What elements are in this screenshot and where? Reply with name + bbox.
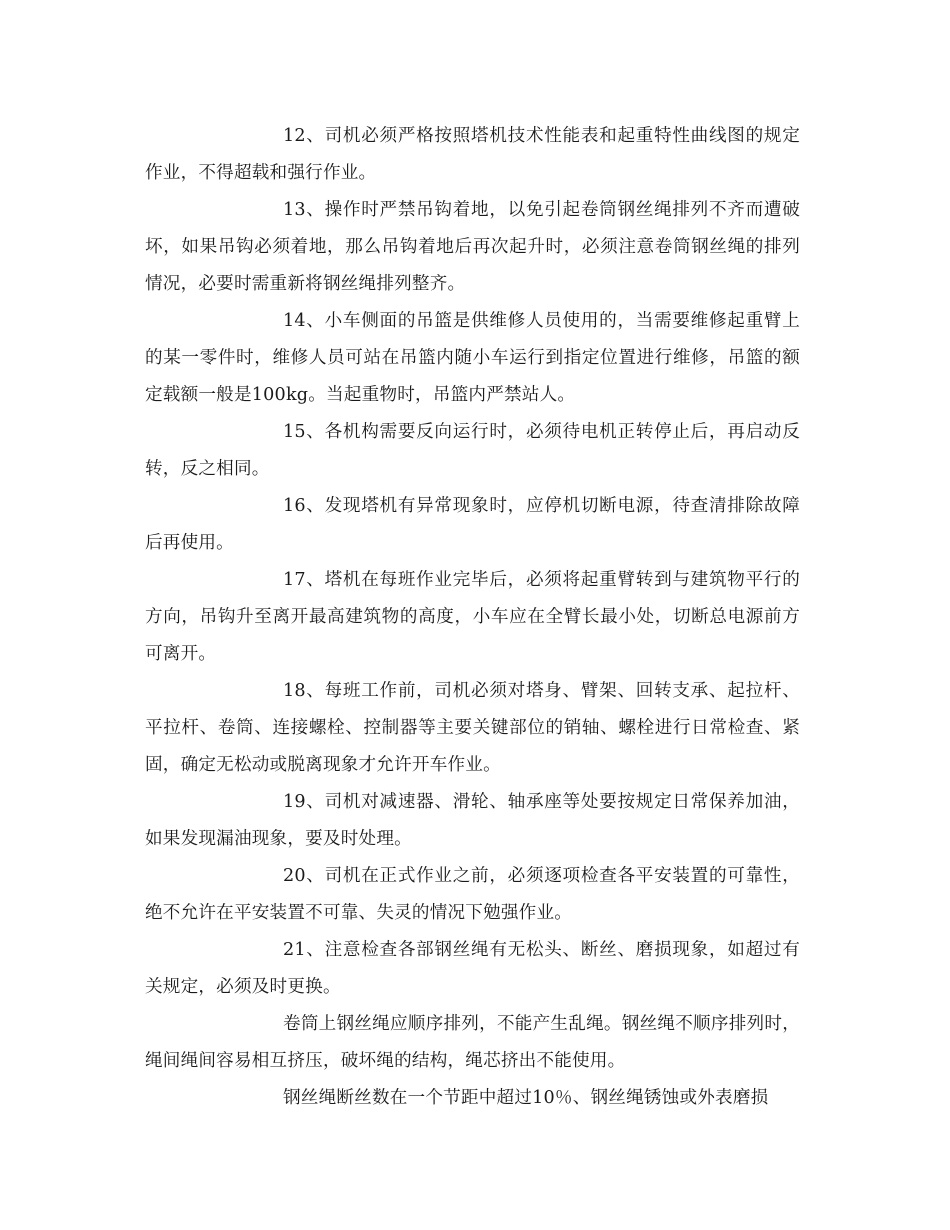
paragraph-13: 13、操作时严禁吊钩着地，以免引起卷筒钢丝绳排列不齐而遭破坏，如果吊钩必须着地，那么吊钩着地后再次起升时，必须注意卷筒钢丝绳的排列情况，必要时需重新将钢丝绳排列整齐。 (145, 200, 800, 294)
paragraph-rope-breakage: 钢丝绳断丝数在一个节距中超过10％、钢丝绳锈蚀或外表磨损 (283, 1088, 769, 1108)
paragraph-drum-rope: 卷筒上钢丝绳应顺序排列，不能产生乱绳。钢丝绳不顺序排列时，绳间绳间容易相互挤压，破坏绳的结构，绳芯挤出不能使用。 (145, 1014, 800, 1071)
paragraph-15: 15、各机构需要反向运行时，必须待电机正转停止后，再启动反转，反之相同。 (145, 422, 800, 479)
paragraph-18: 18、每班工作前，司机必须对塔身、臂架、回转支承、起拉杆、平拉杆、卷筒、连接螺栓、控制器等主要关键部位的销轴、螺栓进行日常检查、紧固，确定无松动或脱离现象才允许开车作业。 (145, 681, 800, 775)
paragraph-17: 17、塔机在每班作业完毕后，必须将起重臂转到与建筑物平行的方向，吊钩升至离开最高建筑物的高度，小车应在全臂长最小处，切断总电源前方可离开。 (145, 570, 800, 664)
paragraph-16: 16、发现塔机有异常现象时，应停机切断电源，待查清排除故障后再使用。 (145, 496, 800, 553)
paragraph-14: 14、小车侧面的吊篮是供维修人员使用的，当需要维修起重臂上的某一零件时，维修人员可站在吊篮内随小车运行到指定位置进行维修，吊篮的额定载额一般是100kg。当起重物时，吊篮内严禁站人。 (145, 311, 800, 405)
paragraph-21: 21、注意检查各部钢丝绳有无松头、断丝、磨损现象，如超过有关规定，必须及时更换。 (145, 940, 800, 997)
paragraph-12: 12、司机必须严格按照塔机技术性能表和起重特性曲线图的规定作业，不得超载和强行作业。 (145, 126, 800, 183)
paragraph-19: 19、司机对减速器、滑轮、轴承座等处要按规定日常保养加油，如果发现漏油现象，要及时处理。 (145, 792, 800, 849)
paragraph-20: 20、司机在正式作业之前，必须逐项检查各平安装置的可靠性，绝不允许在平安装置不可靠、失灵的情况下勉强作业。 (145, 866, 800, 923)
document-body (145, 118, 800, 1117)
